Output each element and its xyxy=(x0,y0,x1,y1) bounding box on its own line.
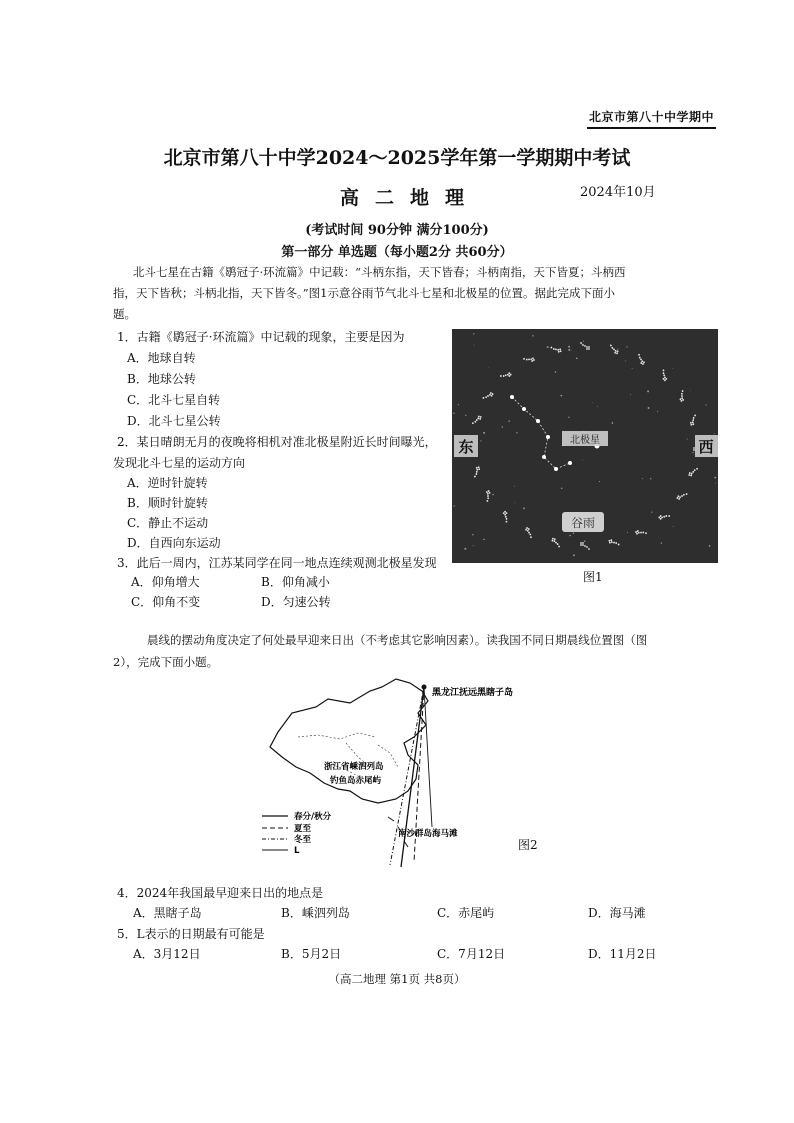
background-star xyxy=(571,350,572,351)
intro2-line2: 2），完成下面小题。 xyxy=(113,655,219,669)
background-star xyxy=(472,534,473,535)
background-star xyxy=(560,395,562,397)
question-5-option-d: D．11月2日 xyxy=(588,947,657,961)
background-star xyxy=(583,341,584,342)
background-star xyxy=(464,548,466,550)
exam-info: (考试时间 90分钟 满分100分) xyxy=(305,223,489,238)
background-star xyxy=(473,333,474,334)
legend-winter-label: 冬至 xyxy=(294,835,312,845)
question-2-option-a: A．逆时针旋转 xyxy=(127,476,208,490)
question-1-option-b: B．地球公转 xyxy=(127,372,196,386)
background-star xyxy=(599,481,600,482)
dipper-icon-star xyxy=(580,542,582,544)
background-star xyxy=(523,508,525,510)
question-1-option-c: C．北斗七星自转 xyxy=(127,393,221,407)
legend-equinox-label: 春分/秋分 xyxy=(294,812,332,822)
background-star xyxy=(555,371,557,373)
background-star xyxy=(502,426,503,427)
figure-1-image xyxy=(452,329,718,563)
season-label: 谷雨 xyxy=(570,516,596,530)
figure-2-map xyxy=(258,677,548,872)
intro1-line3: 题。 xyxy=(113,307,136,321)
haima-label: 南沙群岛海马滩 xyxy=(398,829,458,839)
figure-1-caption: 图1 xyxy=(583,570,603,584)
west-label: 西 xyxy=(698,438,714,456)
big-dipper-star xyxy=(542,455,546,459)
background-star xyxy=(483,432,485,434)
question-1-stem: 1．古籍《鹖冠子·环流篇》中记载的现象，主要是因为 xyxy=(117,330,405,344)
big-dipper-star xyxy=(546,435,550,439)
question-4-option-d: D．海马滩 xyxy=(588,906,646,920)
dipper-icon-star xyxy=(584,545,586,547)
heixiazi-point xyxy=(422,685,427,690)
question-3-option-c: C．仰角不变 xyxy=(131,595,201,609)
question-2-option-d: D．自西向东运动 xyxy=(127,536,221,550)
intro2-line1: 晨线的摆动角度决定了何处最早迎来日出（不考虑其它影响因素）。读我国不同日期晨线位置图（图 xyxy=(147,633,648,647)
background-star xyxy=(474,345,475,346)
question-3-option-b: B．仰角减小 xyxy=(261,575,330,589)
polaris-label: 北极星 xyxy=(570,435,600,446)
question-3-option-d: D．匀速公转 xyxy=(261,595,331,609)
east-label: 东 xyxy=(458,438,474,456)
intro1-line1: 北斗七星在古籍《鹖冠子·环流篇》中记载：“斗柄东指，天下皆春；斗柄南指，天下皆夏；斗柄西 xyxy=(133,265,626,279)
background-star xyxy=(632,368,633,369)
chiwei-label: 钓鱼岛赤尾屿 xyxy=(330,776,382,786)
heixiazi-label: 黑龙江抚远黑瞎子岛 xyxy=(432,688,514,698)
background-star xyxy=(573,532,574,533)
background-star xyxy=(617,349,618,350)
background-star xyxy=(673,368,674,369)
dipper-icon-star xyxy=(588,548,590,550)
background-star xyxy=(568,417,569,418)
background-star xyxy=(483,539,485,541)
dipper-icon-star xyxy=(586,348,588,350)
background-star xyxy=(480,440,481,441)
background-star xyxy=(597,406,598,407)
dipper-icon-star xyxy=(586,546,588,548)
background-star xyxy=(576,357,578,359)
background-star xyxy=(612,422,614,424)
background-star xyxy=(561,488,563,490)
background-star xyxy=(465,415,466,416)
exam-date: 2024年10月 xyxy=(580,185,656,200)
dipper-icon-star xyxy=(580,544,582,546)
background-star xyxy=(715,483,716,484)
legend-l-label: L xyxy=(294,846,300,856)
exam-title: 北京市第八十中学2024～2025学年第一学期期中考试 xyxy=(163,147,631,169)
dipper-icon-star xyxy=(582,542,584,544)
background-star xyxy=(453,412,454,413)
big-dipper-star xyxy=(554,467,558,471)
question-1-option-a: A．地球自转 xyxy=(127,351,196,365)
background-star xyxy=(714,477,716,479)
question-4-option-a: A．黑瞎子岛 xyxy=(133,906,202,920)
background-star xyxy=(568,346,570,348)
background-star xyxy=(488,367,489,368)
figure-2-caption: 图2 xyxy=(518,838,538,852)
legend-summer-label: 夏至 xyxy=(294,824,312,834)
part-title: 第一部分 单选题（每小题2分 共60分） xyxy=(281,245,513,260)
question-5-option-a: A．3月12日 xyxy=(133,947,201,961)
background-star xyxy=(626,346,627,347)
equinox-line xyxy=(401,687,424,867)
background-star xyxy=(515,503,516,504)
page-footer: （高二地理 第1页 共8页） xyxy=(328,972,466,986)
background-star xyxy=(650,478,651,479)
background-star xyxy=(630,394,631,395)
question-3-option-a: A．仰角增大 xyxy=(131,575,200,589)
shengsi-label: 浙江省嵊泗列岛 xyxy=(324,762,384,772)
question-1-option-d: D．北斗七星公转 xyxy=(127,414,221,428)
background-star xyxy=(625,360,626,361)
big-dipper-star xyxy=(568,461,572,465)
background-star xyxy=(651,511,652,512)
background-star xyxy=(647,390,649,392)
background-star xyxy=(582,460,583,461)
background-star xyxy=(627,532,628,533)
background-star xyxy=(473,545,474,546)
dipper-icon-star xyxy=(582,544,584,546)
question-4-option-c: C．赤尾屿 xyxy=(437,906,495,920)
big-dipper-star xyxy=(536,419,540,423)
dipper-icon-star xyxy=(582,344,584,346)
background-star xyxy=(458,404,459,405)
background-star xyxy=(687,439,688,440)
question-5-option-c: C．7月12日 xyxy=(437,947,506,961)
background-star xyxy=(516,432,517,433)
background-star xyxy=(514,486,515,487)
background-star xyxy=(692,452,693,453)
dipper-icon-star xyxy=(588,348,590,350)
question-4-option-b: B．嵊泗列岛 xyxy=(281,906,350,920)
background-star xyxy=(454,505,455,506)
question-5-stem: 5．L表示的日期最有可能是 xyxy=(117,927,265,941)
background-star xyxy=(569,535,571,537)
background-star xyxy=(532,335,533,336)
question-2-stem-line1: 2．某日晴朗无月的夜晚将相机对准北极星附近长时间曝光， xyxy=(117,435,437,449)
big-dipper-star xyxy=(522,407,526,411)
big-dipper-star xyxy=(510,395,514,399)
background-star xyxy=(648,407,650,409)
dipper-icon-star xyxy=(586,346,588,348)
question-2-stem-line2: 发现北斗七星的运动方向 xyxy=(113,456,246,470)
background-star xyxy=(573,554,575,556)
background-star xyxy=(705,404,706,405)
dipper-icon-star xyxy=(588,346,590,348)
l-line xyxy=(424,687,432,827)
background-star xyxy=(661,542,662,543)
background-star xyxy=(690,391,691,392)
background-star xyxy=(657,411,658,412)
background-star xyxy=(709,545,711,547)
figure-1-svg xyxy=(452,329,718,563)
figure-2-svg xyxy=(258,677,548,872)
background-star xyxy=(508,420,510,422)
question-5-option-b: B．5月2日 xyxy=(281,947,342,961)
question-4-stem: 4．2024年我国最早迎来日出的地点是 xyxy=(117,886,324,900)
dipper-icon-star xyxy=(693,447,695,449)
background-star xyxy=(547,346,549,348)
header-mark: 北京市第八十中学期中 xyxy=(587,108,716,129)
dipper-icon-star xyxy=(584,345,586,347)
background-star xyxy=(642,478,643,479)
question-2-option-b: B．顺时针旋转 xyxy=(127,496,208,510)
intro1-line2: 指，天下皆秋；斗柄北指，天下皆冬。”图1示意谷雨节气北斗七星和北极星的位置。据此完成下面小 xyxy=(113,286,615,300)
question-2-option-c: C．静止不运动 xyxy=(127,516,209,530)
dipper-icon-star xyxy=(693,449,695,451)
subject-title: 高二地理 xyxy=(340,187,481,209)
background-star xyxy=(714,433,715,434)
dipper-icon-star xyxy=(580,342,582,344)
question-3-stem: 3．此后一周内，江苏某同学在同一地点连续观测北极星发现 xyxy=(117,556,437,570)
background-star xyxy=(584,540,586,542)
background-star xyxy=(592,402,593,403)
background-star xyxy=(673,526,674,527)
background-star xyxy=(492,494,494,496)
background-star xyxy=(568,349,570,351)
